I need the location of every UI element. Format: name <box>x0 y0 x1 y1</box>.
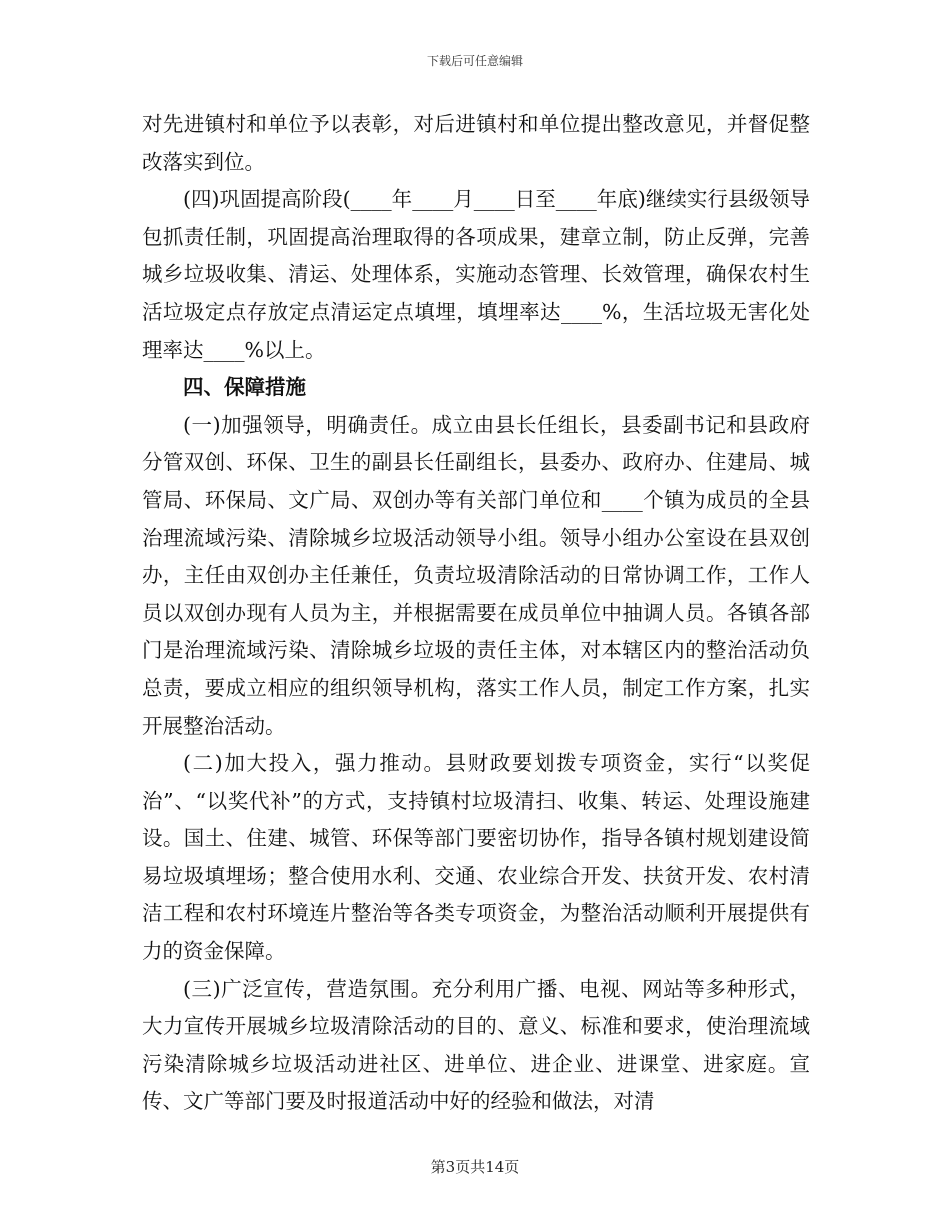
page-number: 第3页共14页 <box>430 1158 520 1176</box>
paragraph-publicity: (三)广泛宣传，营造氛围。充分利用广播、电视、网站等多种形式，大力宣传开展城乡垃圾清除活动的目的、意义、标准和要求，使治理流域污染清除城乡垃圾活动进社区、进单位、进企业、进课堂、进家庭。宣传、文广等部门要及时报道活动中好的经验和做法，对清 <box>142 976 810 1114</box>
paragraph-continued: 对先进镇村和单位予以表彰，对后进镇村和单位提出整改意见，并督促整改落实到位。 <box>142 112 810 174</box>
page-header-note: 下载后可任意编辑 <box>426 54 523 68</box>
paragraph-phase-four: (四)巩固提高阶段(____年____月____日至____年底)继续实行县级领导包抓责任制，巩固提高治理取得的各项成果，建章立制，防止反弹，完善城乡垃圾收集、清运、处理体系，实施动态管理、长效管理，确保农村生活垃圾定点存放定点清运定点填埋，填埋率达____%，生活垃圾无害化处理率达____%以上。 <box>142 187 810 362</box>
paragraph-investment: (二)加大投入，强力推动。县财政要划拨专项资金，实行“以奖促治”、“以奖代补”的方式，支持镇村垃圾清扫、收集、转运、处理设施建设。国土、住建、城管、环保等部门要密切协作，指导各镇村规划建设简易垃圾填埋场；整合使用水利、交通、农业综合开发、扶贫开发、农村清洁工程和农村环境连片整治等各类专项资金，为整治活动顺利开展提供有力的资金保障。 <box>142 751 810 964</box>
document-body <box>142 106 810 1121</box>
paragraph-leadership: (一)加强领导，明确责任。成立由县长任组长，县委副书记和县政府分管双创、环保、卫生的副县长任副组长，县委办、政府办、住建局、城管局、环保局、文广局、双创办等有关部门单位和____个镇为成员的全县治理流域污染、清除城乡垃圾活动领导小组。领导小组办公室设在县双创办，主任由双创办主任兼任，负责垃圾清除活动的日常协调工作，工作人员以双创办现有人员为主，并根据需要在成员单位中抽调人员。各镇各部门是治理流域污染、清除城乡垃圾的责任主体，对本辖区内的整治活动负总责，要成立相应的组织领导机构，落实工作人员，制定工作方案，扎实开展整治活动。 <box>142 412 810 738</box>
section-heading-safeguards: 四、保障措施 <box>183 375 306 400</box>
